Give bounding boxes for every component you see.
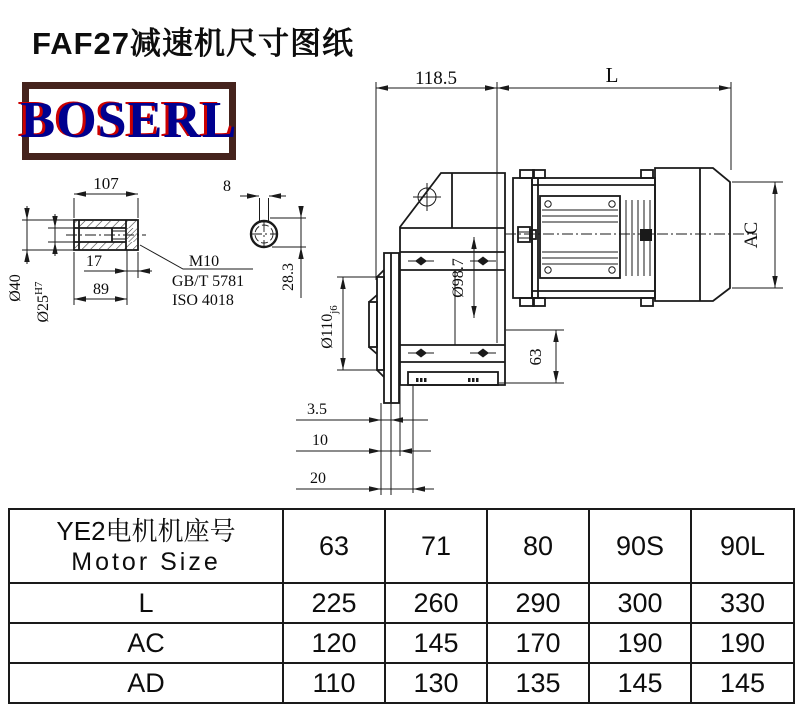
dim-89-label: 89 [93,281,109,298]
sleeve-hatch-top [74,220,138,228]
col-63: 63 [283,509,385,583]
dim-o25h7-label: $Ø25^{H7}$ [33,281,52,323]
dim-o110j6-label: $Ø110_{j6}$ [319,305,340,349]
cell-L-71: 260 [385,583,487,623]
cell-AD-90S: 145 [589,663,691,703]
motor-size-table [8,508,795,704]
shaft-sleeve-detail [7,174,253,323]
cell-AC-90S: 190 [589,623,691,663]
dim-o98-7-label: Ø98.7 [450,258,467,298]
gbt-5781-label: GB/T 5781 [171,273,245,290]
dim-118-5-label: 118.5 [414,68,458,89]
dim-o40-label: Ø40 [7,274,24,302]
boserl-logo-text: BOSERL [20,92,238,149]
dim-17-label: 17 [86,253,102,270]
dim-28-3-label: 28.3 [280,263,297,291]
dim-107-label: 107 [93,174,119,193]
row-label-AD: AD [9,663,283,703]
table-row-L [9,583,794,623]
col-90L: 90L [691,509,794,583]
table-row-AC [9,623,794,663]
col-80: 80 [487,509,589,583]
cell-AC-71: 145 [385,623,487,663]
dim-AC-label: AC [741,221,762,249]
page-title: FAF27减速机尺寸图纸 [32,26,355,61]
dim-10-label: 10 [312,432,328,449]
cell-L-90L: 330 [691,583,794,623]
dim-63-label: 63 [526,348,545,366]
cell-AD-63: 110 [283,663,385,703]
table-row-AD [9,663,794,703]
dim-20-label: 20 [310,470,326,487]
dim-L-label: L [605,63,619,87]
dim-3-5-label: 3.5 [307,401,327,418]
cell-L-90S: 300 [589,583,691,623]
table-header-row [9,509,794,583]
m10-label: M10 [188,253,220,270]
header-motor-size-en: Motor Size [71,548,221,577]
cell-AD-80: 135 [487,663,589,703]
cell-AD-71: 130 [385,663,487,703]
row-label-L: L [9,583,283,623]
cell-AC-90L: 190 [691,623,794,663]
iso-4018-label: ISO 4018 [172,292,234,309]
col-90S: 90S [589,509,691,583]
sleeve-hatch-bottom [74,242,138,250]
dim-8-label: 8 [223,178,231,195]
cell-L-63: 225 [283,583,385,623]
header-motor-size [9,509,283,583]
gearmotor-main-view [296,63,783,495]
col-71: 71 [385,509,487,583]
header-motor-size-zh: YE2电机机座号 [56,515,236,546]
cell-AD-90L: 145 [691,663,794,703]
cell-AC-80: 170 [487,623,589,663]
row-label-AC: AC [9,623,283,663]
cell-L-80: 290 [487,583,589,623]
cell-AC-63: 120 [283,623,385,663]
